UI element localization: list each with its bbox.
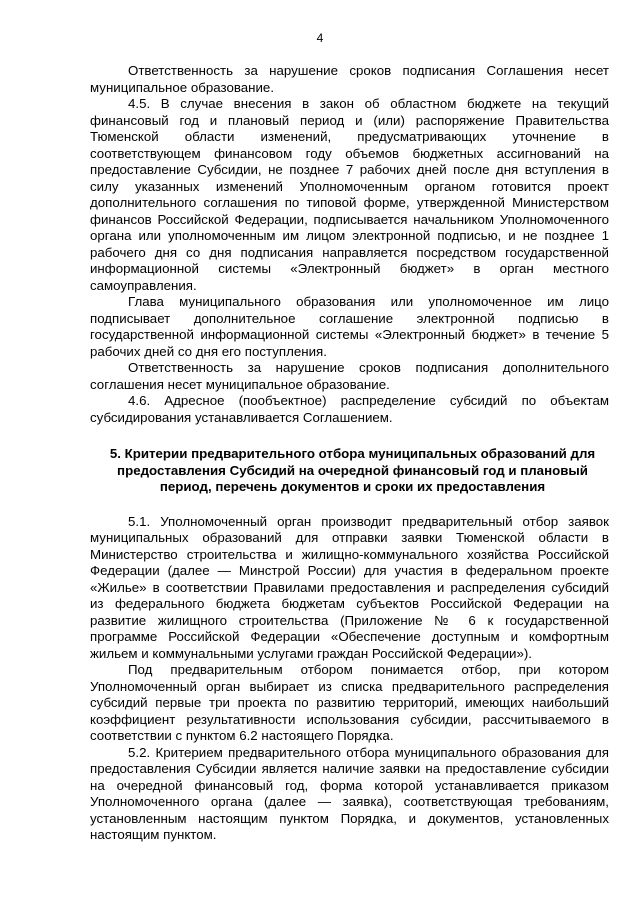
paragraph-additional-agreement-responsibility: Ответственность за нарушение сроков подписания дополнительного соглашения несет муниципальное образование. [90,360,609,392]
section-5-heading: 5. Критерии предварительного отбора муниципальных образований для предоставления Субсидий на очередной финансовый год и плановый период, перечень документов и сроки их предоставления [109,446,596,494]
paragraph-head-signing: Глава муниципального образования или уполномоченное им лицо подписывает дополнительное соглашение электронной подписью в государственной информационной системы «Электронный бюджет» в течение 5 рабочих дней со дня его поступления. [90,294,609,359]
paragraph-4-5: 4.5. В случае внесения в закон об областном бюджете на текущий финансовый год и плановый период и (или) распоряжение Правительства Тюменской области изменений, предусматривающих уточнение в соответствующем финансовом году объемов бюджетных ассигнований на предоставление Субсидии, не позднее 7 рабочих дней после дня вступления в силу указанных изменений Уполномоченным органом готовится проект дополнительного соглашения по типовой форме, утвержденной Министерством финансов Российской Федерации, подписывается начальником Уполномоченного органа или уполномоченным им лицом электронной подписью, и не позднее 1 рабочего дня со дня подписания направляется посредством государственной информационной системы «Электронный бюджет» в орган местного самоуправления. [90,96,609,293]
paragraph-5-1: 5.1. Уполномоченный орган производит предварительный отбор заявок муниципальных образований для отправки заявки Тюменской области в Министерство строительства и жилищно-коммунального хозяйства Российской Федерации (далее — Минстрой России) для участия в федеральном проекте «Жилье» в соответствии Правилами предоставления и распределения субсидий из федерального бюджета бюджетам субъектов Российской Федерации на развитие жилищного строительства (Приложение № 6 к государственной программе Российской Федерации «Обеспечение доступным и комфортным жильем и коммунальными услугами граждан Российской Федерации»). [90,513,609,661]
paragraph-4-6: 4.6. Адресное (пообъектное) распределение субсидий по объектам субсидирования устанавливается Соглашением. [90,393,609,425]
paragraph-preliminary-selection-definition: Под предварительным отбором понимается отбор, при котором Уполномоченный орган выбирает из списка предварительного распределения субсидий первые три проекта по развитию территорий, имеющих наибольший коэффициент результативности использования субсидии, рассчитываемого в соответствии с пунктом 6.2 настоящего Порядка. [90,662,609,743]
paragraph-5-2: 5.2. Критерием предварительного отбора муниципального образования для предоставления Субсидии является наличие заявки на предоставление субсидии на очередной финансовый год, форма которой устанавливается приказом Уполномоченного органа (далее — заявка), соответствующая требованиям, установленным настоящим пунктом Порядка, и документов, установленных настоящим пунктом. [90,744,609,842]
paragraph-signing-responsibility: Ответственность за нарушение сроков подписания Соглашения несет муниципальное образование. [90,63,609,95]
page-content [90,63,609,844]
page-number: 4 [316,31,324,45]
